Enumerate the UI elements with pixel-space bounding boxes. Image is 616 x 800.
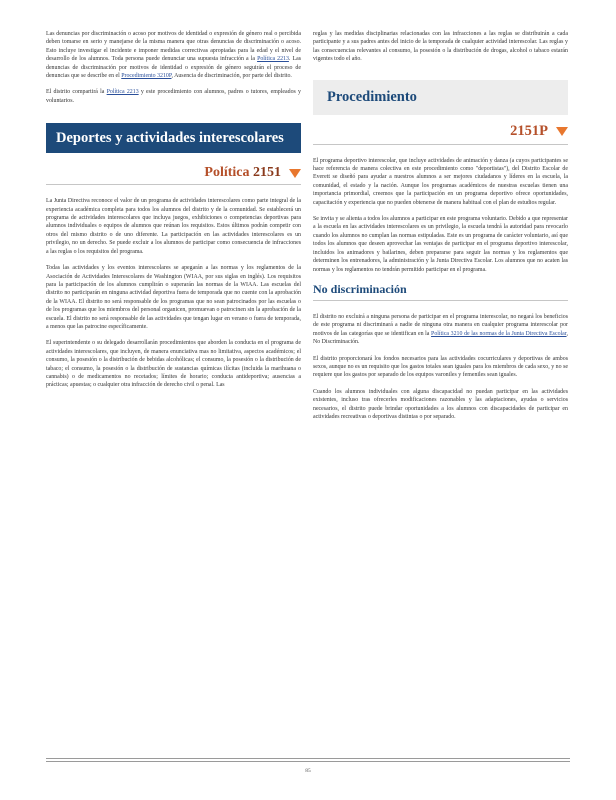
intro-text-1-end: .	[288, 56, 291, 63]
intro-text-1: Las denuncias por discriminación o acoso por motivos de identidad o expresión de género real o percibida deben tomarse en serio y manejarse de la misma manera que otras denuncias de discriminación o acoso. Esto incluye investigar el incidente e imponer medidas correctivas apropiadas para la edad y el nivel de desarrollo de los alumnos. Toda persona puede denunciar una supuesta infracción a la	[46, 31, 301, 63]
intro-text-3-end: y este procedimiento con alumnos, padres o tutores, empleados y voluntarios.	[46, 89, 301, 104]
policy-subheading	[46, 153, 301, 185]
procedure-paragraph-1: El programa deportivo interescolar, que incluye actividades de animación y danza (a cuyos participantes se hace referencia de manera colectiva en este procedimiento como "deportistas"), del Distrito Escolar de Everett se diseñó para ayudar a nuestros alumnos a ser mejores ciudadanos y líderes en la escuela, la comunidad, el estado y la nación. Aunque los programas académicos de nuestras escuelas tienen una importancia primordial, creemos que la participación en un programa deportivo ofrece oportunidades, capacitación y experiencia que no pueden obtenerse de manera habitual con el plan de estudios regular.	[313, 157, 568, 206]
right-column	[313, 30, 568, 429]
procedure-3210p-link[interactable]: Procedimiento 3210P	[121, 73, 172, 80]
intro-text-2-end: , Ausencia de discriminación, por parte del distrito.	[171, 73, 292, 80]
left-column	[46, 30, 301, 398]
intro-text-2: Las denuncias de discriminación por motivos de identidad o expresión de género seguirán el proceso de denuncias que se describe en el	[46, 56, 301, 80]
rules-paragraph: reglas y las medidas disciplinarias relacionadas con las infracciones a las reglas se distribuirán a cada participante y a sus padres antes del inicio de la temporada de cualquier actividad interescolar. Las reglas y las consecuencias relevantes al consumo, la posesión o la distribución de drogas, alcohol o tabaco estarán vigentes todo el año.	[313, 31, 568, 63]
intro-text-3: El distrito compartirá la	[46, 89, 105, 96]
nondiscrimination-paragraph-3: Cuando los alumnos individuales con alguna discapacidad no puedan participar en las actividades existentes, incluso tras ofrecerles modificaciones razonables y las adaptaciones, ayudas o servicios necesarios, el distrito puede brindar oportunidades a los alumnos con discapacidades de participar en actividades recreativas o deportivas distintas o por separado.	[313, 388, 568, 420]
procedure-paragraph-2: Se invita y se alienta a todos los alumnos a participar en este programa voluntario. Debido a que representar a la escuela en las actividades interescolares es un privilegio, la escuela tendrá la autoridad para revocarlo cuando los alumnos no cumplan las normas estipuladas. Este es un programa de carácter voluntario, así que todos los alumnos que deseen aprovechar las ventajas de participar en el programa deportivo interescolar, incluidos los animadores y bailarines, deben prepararse para seguir las normas y los reglamentos que determinen los entrenadores, la administración y la Junta Directiva Escolar. Los alumnos que no acaten las normas y los reglamentos no tendrán permitido participar en el programa.	[313, 216, 568, 273]
policy-label	[204, 165, 281, 181]
procedure-heading: Procedimiento	[313, 80, 568, 115]
procedure-number: 2151P	[510, 122, 548, 139]
nondiscrimination-text-1-end: , No Discriminación.	[313, 330, 568, 346]
intro-paragraph-2	[46, 88, 301, 105]
triangle-down-icon	[289, 169, 301, 178]
policy-2213-link-second[interactable]: Política 2213	[106, 89, 139, 96]
policy-label-text: Política	[204, 165, 250, 181]
nondiscrimination-text-1: El distrito no excluirá a ninguna persona de participar en el programa interescolar, no negará los beneficios de este programa ni discriminará a nadie de ninguna otra manera en cualquier programa interescolar por motivos de las categorías que se identifican en la	[313, 313, 568, 337]
policy-paragraph-3: El superintendente o su delegado desarrollarán procedimientos que aborden la conducta en el programa de actividades interescolares, que incluyen, de manera enunciativa mas no limitativa, aspectos académicos; el consumo, la posesión o la distribución de bebidas alcohólicas; el consumo, la posesión o la distribución de tabaco; el consumo, la posesión o la distribución de sustancias químicas ilícitas (incluida la marihuana o cannabis) o de medicamentos no recetados; límites de horario; conducta antideportiva; ausencias a prácticas; apuestas; o cualquier otra infracción de derecho civil o penal. Las	[46, 340, 301, 389]
intro-paragraph-1	[46, 30, 301, 80]
nondiscrimination-paragraph-2: El distrito proporcionará los fondos necesarios para las actividades cocurriculares y deportivas de ambos sexos, aunque no es un requisito que los gastos totales sean iguales para los miembros de cada sexo, y no se requiere que los gastos por separado de los equipos varoniles y femeniles sean iguales.	[313, 355, 568, 379]
policy-paragraph-1: La Junta Directiva reconoce el valor de un programa de actividades interescolares como parte integral de la experiencia académica completa para todos los alumnos del distrito y de la comunidad. Se establecerá un programa de actividades interescolares que incluya juegos, exhibiciones o competencias deportivas para alumnos individuales o equipos de alumnos que reúnan los requisitos. Estos últimos podrán competir con otros del mismo distrito o de uno diferente. La participación en las actividades interescolares es un privilegio, no un derecho. Se puede excluir a los alumnos de participar como consecuencia de infracciones a las reglas o los requisitos del programa.	[46, 198, 301, 255]
footer-rule	[46, 758, 570, 759]
policy-2213-link[interactable]: Política 2213	[257, 56, 289, 63]
policy-paragraph-2: Todas las actividades y los eventos interescolares se apegarán a las normas y los reglamentos de la Asociación de Actividades Interescolares de Washington (WIAA, por sus siglas en inglés). Los requisitos para la participación de los alumnos cumplirán o superarán las normas de la WIAA. Las escuelas del distrito no participarán en ninguna actividad deportiva fuera de temporada que no cuente con la aprobación de la WIAA. El distrito no será responsable de los programas que no sean patrocinados por las escuelas o de los programas que los miembros del personal organicen, promuevan o patrocinen sin la aprobación de la escuela. El distrito no será responsable de las actividades que tengan lugar en verano o fuera de temporada, a menos que las patrocine específicamente.	[46, 265, 301, 330]
nondiscrimination-heading: No discriminación	[313, 282, 568, 301]
triangle-down-icon	[556, 127, 568, 136]
procedure-subheading	[313, 115, 568, 145]
page-number: 85	[305, 768, 311, 774]
policy-number: 2151	[253, 165, 281, 181]
section-banner: Deportes y actividades interescolares	[46, 123, 301, 153]
policy-3210-link[interactable]: Política 3210 de las normas de la Junta Directiva Escolar	[431, 330, 567, 337]
footer-rule-second	[46, 761, 570, 762]
nondiscrimination-paragraph-1	[313, 313, 568, 347]
